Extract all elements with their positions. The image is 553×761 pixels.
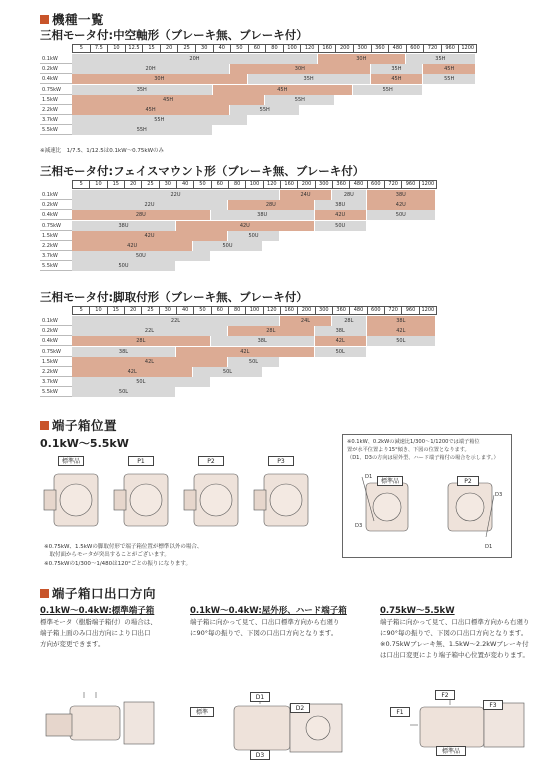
size-bar: 28L	[332, 316, 367, 326]
ratio-header: 720	[384, 180, 402, 189]
size-bar: 50U	[228, 231, 280, 241]
power-label: 0.2kW	[40, 200, 72, 210]
section-square-icon	[40, 589, 49, 598]
power-label: 2.2kW	[40, 241, 72, 251]
size-bar: 50L	[367, 336, 436, 346]
ratio-header: 12.5	[125, 44, 144, 53]
ratio-header: 600	[367, 306, 385, 315]
motor-position-illustration	[110, 460, 176, 540]
ratio-header: 40	[176, 306, 194, 315]
ratio-header: 50	[230, 44, 249, 53]
size-bar: 45H	[72, 105, 230, 115]
col2-line1: 端子箱に向かって見て、口出口標準方向から右廻り	[190, 618, 340, 626]
ratio-header: 480	[388, 44, 407, 53]
size-bar: 42U	[176, 221, 315, 231]
power-label: 0.75kW	[40, 85, 72, 95]
ratio-header: 80	[228, 180, 246, 189]
outlet-label-f2: F2	[435, 690, 455, 700]
ratio-header: 1200	[419, 180, 437, 189]
outlet-illustration-3	[410, 695, 530, 755]
size-bar: 38L	[367, 316, 436, 326]
col3-line4: は口出口変更により端子箱中心位置が変わります。	[380, 651, 529, 659]
section-machine-list-heading: 機種一覧	[40, 10, 104, 28]
size-bar: 42L	[72, 367, 193, 377]
size-bar: 50L	[228, 357, 280, 367]
ratio-header: 100	[283, 44, 302, 53]
size-bar: 50U	[367, 210, 436, 220]
power-label: 3.7kW	[40, 115, 72, 125]
power-label: 0.2kW	[40, 326, 72, 336]
size-bar: 55H	[353, 85, 423, 95]
power-label: 5.5kW	[40, 125, 72, 135]
position-label: P3	[268, 456, 294, 466]
position-label: P2	[198, 456, 224, 466]
ratio-header: 15	[107, 306, 125, 315]
power-label: 0.2kW	[40, 64, 72, 74]
position-label: 標準品	[58, 456, 84, 466]
ratio-header: 160	[280, 180, 298, 189]
power-label: 0.1kW	[40, 316, 72, 326]
size-bar: 38L	[72, 347, 176, 357]
ratio-header: 50	[193, 306, 211, 315]
size-bar: 22U	[72, 200, 228, 210]
ratio-header: 5	[72, 306, 90, 315]
ratio-header: 60	[211, 180, 229, 189]
ratio-header: 200	[297, 180, 315, 189]
ratio-header: 480	[349, 306, 367, 315]
power-label: 5.5kW	[40, 387, 72, 397]
size-bar: 50L	[72, 377, 211, 387]
power-label: 3.7kW	[40, 251, 72, 261]
power-label: 0.4kW	[40, 74, 72, 84]
position-illustrations	[40, 456, 340, 541]
section-square-icon	[40, 421, 49, 430]
ratio-header: 720	[384, 306, 402, 315]
size-bar: 45H	[423, 64, 476, 74]
ratio-header: 960	[401, 180, 419, 189]
callout-label-d1b: D1	[485, 544, 493, 550]
section-square-icon	[40, 15, 49, 24]
motor-position-illustration	[40, 460, 106, 540]
size-bar: 20H	[72, 54, 318, 64]
power-label: 0.4kW	[40, 336, 72, 346]
size-bar: 45H	[371, 74, 424, 84]
size-bar: 38U	[367, 190, 436, 200]
size-bar: 55H	[230, 105, 300, 115]
size-bar: 24L	[280, 316, 332, 326]
foot-mount-table	[40, 306, 436, 406]
power-label: 1.5kW	[40, 357, 72, 367]
motor-position-illustration	[250, 460, 316, 540]
size-bar: 22L	[72, 326, 228, 336]
size-bar: 50L	[72, 387, 176, 397]
callout-text-3: （D1、D3の方向は屋外型、ハード端子箱付の場合を示します。）	[347, 455, 499, 461]
col3-line3: ※0.75kWブレーキ無、1.5kW〜2.2kWブレーキ付	[380, 640, 529, 648]
callout-box	[342, 434, 512, 558]
power-label: 1.5kW	[40, 231, 72, 241]
ratio-header: 15	[107, 180, 125, 189]
power-label: 0.1kW	[40, 190, 72, 200]
ratio-header: 360	[332, 180, 350, 189]
ratio-header: 360	[332, 306, 350, 315]
ratio-header: 120	[263, 306, 281, 315]
ratio-header: 160	[280, 306, 298, 315]
size-bar: 30H	[72, 74, 248, 84]
size-bar: 38L	[315, 326, 367, 336]
power-label: 0.1kW	[40, 54, 72, 64]
ratio-header: 360	[371, 44, 390, 53]
size-bar: 22U	[72, 190, 280, 200]
size-bar: 20H	[72, 64, 230, 74]
motor-position-illustration	[180, 460, 246, 540]
ratio-header: 50	[193, 180, 211, 189]
col3-line1: 端子箱に向かって見て、口出口標準方向から右廻り	[380, 618, 530, 626]
table3-title: 三相モータ付:脚取付形（ブレーキ無、ブレーキ付）	[40, 290, 308, 304]
col1-line1: 標準モータ（樹脂端子箱付）の場合は、	[40, 618, 157, 626]
size-bar: 30H	[230, 64, 371, 74]
size-bar: 28L	[228, 326, 315, 336]
col1-line3: 方向が変更できます。	[40, 640, 105, 648]
size-bar: 35H	[406, 54, 476, 64]
size-bar: 24U	[280, 190, 332, 200]
size-bar: 50U	[193, 241, 262, 251]
ratio-header: 120	[300, 44, 319, 53]
size-bar: 30H	[318, 54, 406, 64]
ratio-header: 160	[318, 44, 337, 53]
ratio-header: 1200	[458, 44, 477, 53]
size-bar: 28U	[72, 210, 211, 220]
size-bar: 42U	[72, 231, 228, 241]
size-bar: 55H	[423, 74, 476, 84]
ratio-header: 10	[107, 44, 126, 53]
ratio-header: 480	[349, 180, 367, 189]
ratio-header: 80	[228, 306, 246, 315]
ratio-header: 20	[160, 44, 179, 53]
ratio-header: 200	[297, 306, 315, 315]
ratio-header: 20	[124, 180, 142, 189]
hollow-shaft-table	[40, 44, 476, 144]
section-outlet-direction-heading: 端子箱口出口方向	[40, 584, 156, 602]
position-note-2: 取付面からモータが突出することがございます。	[44, 552, 170, 558]
ratio-header: 960	[401, 306, 419, 315]
table1-title: 三相モータ付:中空軸形（ブレーキ無、ブレーキ付）	[40, 28, 308, 42]
power-label: 5.5kW	[40, 261, 72, 271]
size-bar: 50U	[72, 261, 176, 271]
position-label: P1	[128, 456, 154, 466]
ratio-header: 10	[89, 306, 107, 315]
ratio-header: 25	[141, 180, 159, 189]
size-bar: 50L	[315, 347, 367, 357]
ratio-header: 5	[72, 44, 91, 53]
position-note-1: ※0.75kW、1.5kWの脚取付形で端子箱位置が標準以外の場合、	[44, 544, 203, 550]
ratio-header: 720	[423, 44, 442, 53]
size-bar: 45H	[72, 95, 265, 105]
ratio-header: 25	[177, 44, 196, 53]
size-bar: 35H	[371, 64, 424, 74]
outlet-illustration-2	[210, 700, 350, 760]
table1-note: ※減速比 1/7.5、1/12.5は0.1kW〜0.75kWのみ	[40, 148, 165, 154]
callout-label-standard: 標準品	[377, 476, 403, 486]
size-bar: 28L	[72, 336, 211, 346]
size-bar: 50L	[193, 367, 262, 377]
ratio-header: 60	[211, 306, 229, 315]
callout-label-d3a: D3	[355, 523, 363, 529]
power-range: 0.1kW〜5.5kW	[40, 437, 129, 450]
ratio-header: 15	[142, 44, 161, 53]
ratio-header: 30	[195, 44, 214, 53]
callout-text-1: ※0.1kW、0.2kWの減速比1/300〜1/1200では端子箱位	[347, 439, 480, 445]
ratio-header: 1200	[419, 306, 437, 315]
power-label: 2.2kW	[40, 105, 72, 115]
callout-label-p2: P2	[457, 476, 479, 486]
power-label: 0.75kW	[40, 347, 72, 357]
size-bar: 28U	[332, 190, 367, 200]
size-bar: 45H	[213, 85, 354, 95]
size-bar: 35H	[248, 74, 371, 84]
size-bar: 42U	[367, 200, 436, 210]
col2-heading: 0.1kW〜0.4kW:屋外形、ハード端子箱	[190, 606, 347, 616]
col1-line2: 端子箱上面のみ口出方向により口出口	[40, 629, 151, 637]
callout-text-2: 置が水平位置より15°傾き、下図の位置となります。	[347, 447, 470, 453]
ratio-header: 20	[124, 306, 142, 315]
ratio-header: 7.5	[90, 44, 109, 53]
ratio-header: 120	[263, 180, 281, 189]
ratio-header: 100	[245, 306, 263, 315]
ratio-header: 80	[265, 44, 284, 53]
table2-title: 三相モータ付:フェイスマウント形（ブレーキ無、ブレーキ付）	[40, 164, 365, 178]
ratio-header: 100	[245, 180, 263, 189]
outlet-label-d1: D1	[250, 692, 270, 702]
outlet-illustration-1	[40, 692, 160, 752]
size-bar: 38U	[72, 221, 176, 231]
ratio-header: 5	[72, 180, 90, 189]
ratio-header: 960	[441, 44, 460, 53]
size-bar: 38U	[315, 200, 367, 210]
outlet-label-standard-product: 標準品	[436, 746, 466, 756]
size-bar: 55H	[72, 125, 213, 135]
ratio-header: 600	[406, 44, 425, 53]
ratio-header: 40	[213, 44, 232, 53]
ratio-header: 200	[335, 44, 354, 53]
ratio-header: 300	[315, 306, 333, 315]
size-bar: 42L	[176, 347, 315, 357]
size-bar: 42U	[315, 210, 367, 220]
face-mount-table	[40, 180, 436, 280]
size-bar: 28U	[228, 200, 315, 210]
size-bar: 38U	[211, 210, 315, 220]
section-terminal-box-position-heading: 端子箱位置	[40, 416, 117, 434]
col3-heading: 0.75kW〜5.5kW	[380, 606, 455, 616]
ratio-header: 40	[176, 180, 194, 189]
size-bar: 50U	[315, 221, 367, 231]
size-bar: 22L	[72, 316, 280, 326]
outlet-label-standard: 標準	[190, 707, 214, 717]
size-bar: 42L	[315, 336, 367, 346]
power-label: 2.2kW	[40, 367, 72, 377]
ratio-header: 600	[367, 180, 385, 189]
ratio-header: 30	[159, 180, 177, 189]
col3-line2: に90°毎の振りで、下図の口出口方向となります。	[380, 629, 528, 637]
ratio-header: 30	[159, 306, 177, 315]
position-note-3: ※0.75kWの1/300〜1/480は120°ごとの振りになります。	[44, 561, 191, 567]
outlet-label-f3: F3	[483, 700, 503, 710]
ratio-header: 300	[353, 44, 372, 53]
size-bar: 42L	[72, 357, 228, 367]
ratio-header: 60	[248, 44, 267, 53]
callout-label-d1a: D1	[365, 474, 373, 480]
ratio-header: 10	[89, 180, 107, 189]
col2-line2: に90°毎の振りで、下図の口出口方向となります。	[190, 629, 338, 637]
power-label: 3.7kW	[40, 377, 72, 387]
outlet-label-f1: F1	[390, 707, 410, 717]
col1-heading: 0.1kW〜0.4kW:標準端子箱	[40, 606, 155, 616]
power-label: 1.5kW	[40, 95, 72, 105]
outlet-label-d3: D3	[250, 750, 270, 760]
ratio-header: 25	[141, 306, 159, 315]
size-bar: 55H	[72, 115, 248, 125]
size-bar: 35H	[72, 85, 213, 95]
size-bar: 50U	[72, 251, 211, 261]
ratio-header: 300	[315, 180, 333, 189]
callout-label-d3b: D3	[495, 492, 503, 498]
power-label: 0.75kW	[40, 221, 72, 231]
size-bar: 38L	[211, 336, 315, 346]
size-bar: 55H	[265, 95, 335, 105]
size-bar: 42U	[72, 241, 193, 251]
power-label: 0.4kW	[40, 210, 72, 220]
outlet-label-d2: D2	[290, 703, 310, 713]
size-bar: 42L	[367, 326, 436, 336]
